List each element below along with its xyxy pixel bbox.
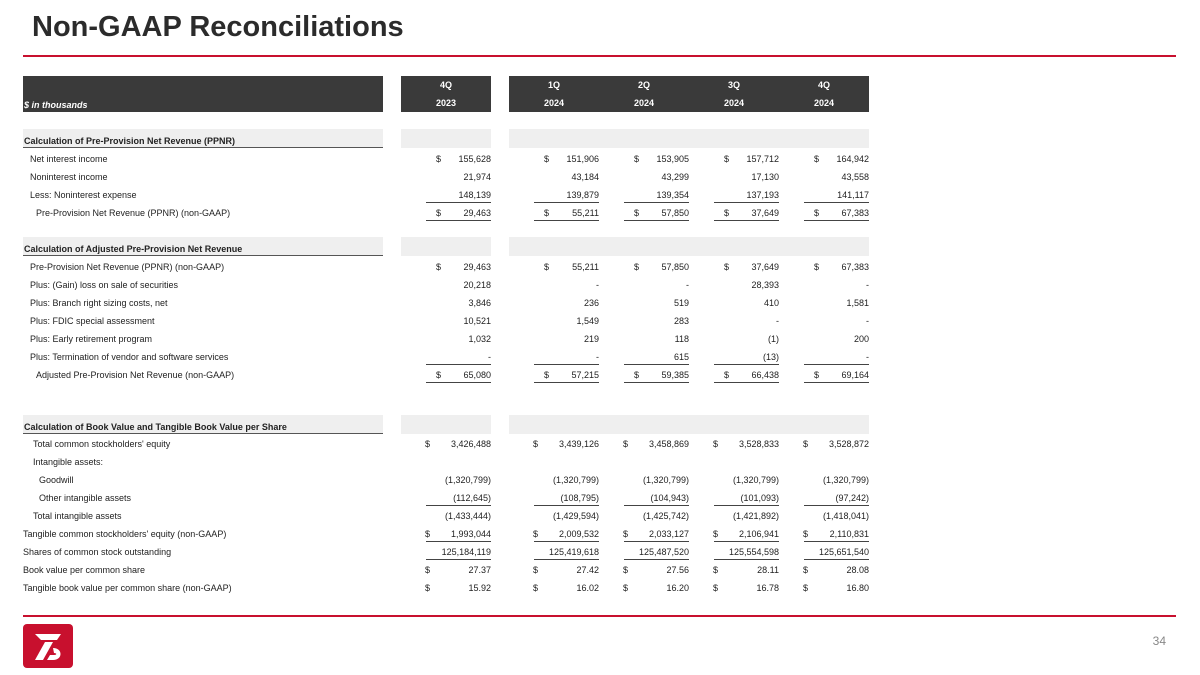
row-value: (1,320,799) — [444, 475, 491, 485]
row-value: 21,974 — [463, 172, 491, 182]
row-value: 125,651,540 — [818, 547, 869, 557]
row-value: - — [866, 316, 869, 326]
column-year: 2024 — [813, 98, 835, 108]
dollar-sign: $ — [425, 529, 431, 539]
row-value: 125,184,119 — [441, 547, 491, 557]
row-value: - — [776, 316, 779, 326]
value-underline — [804, 541, 869, 542]
row-label: Pre-Provision Net Revenue (PPNR) (non-GAAP) — [36, 208, 231, 218]
column-year: 2024 — [543, 98, 565, 108]
row-value: 69,164 — [841, 370, 869, 380]
dollar-sign: $ — [623, 583, 629, 593]
row-value: 137,193 — [746, 190, 779, 200]
row-value: (108,795) — [560, 493, 599, 503]
dollar-sign: $ — [623, 529, 629, 539]
row-value: 59,385 — [661, 370, 689, 380]
row-value: 519 — [673, 298, 689, 308]
row-value: - — [596, 352, 599, 362]
dollar-sign: $ — [634, 262, 640, 272]
dollar-sign: $ — [803, 439, 809, 449]
section-bar — [509, 129, 869, 148]
row-value: (1,320,799) — [552, 475, 599, 485]
value-underline — [426, 382, 491, 383]
row-value: 1,549 — [576, 316, 599, 326]
section-title: Calculation of Pre-Provision Net Revenue (PPNR) — [24, 136, 236, 146]
row-label: Noninterest income — [30, 172, 108, 182]
dollar-sign: $ — [724, 262, 730, 272]
row-label: Book value per common share — [23, 565, 146, 575]
row-value: - — [866, 352, 869, 362]
value-underline — [426, 559, 491, 560]
row-value: 66,438 — [751, 370, 779, 380]
dollar-sign: $ — [634, 154, 640, 164]
row-value: 57,850 — [661, 208, 689, 218]
dollar-sign: $ — [425, 439, 431, 449]
row-value: (101,093) — [740, 493, 779, 503]
section-bar — [401, 415, 491, 434]
value-underline — [426, 220, 491, 221]
dollar-sign: $ — [533, 439, 539, 449]
dollar-sign: $ — [533, 529, 539, 539]
row-value: 125,487,520 — [638, 547, 689, 557]
section-underline — [23, 433, 383, 434]
value-underline — [624, 202, 689, 203]
row-label: Less: Noninterest expense — [30, 190, 137, 200]
row-value: (1,425,742) — [642, 511, 689, 521]
dollar-sign: $ — [634, 208, 640, 218]
value-underline — [624, 364, 689, 365]
row-value: (1) — [768, 334, 779, 344]
value-underline — [534, 541, 599, 542]
section-underline — [23, 147, 383, 148]
dollar-sign: $ — [724, 208, 730, 218]
value-underline — [714, 220, 779, 221]
value-underline — [804, 559, 869, 560]
row-value: 139,879 — [566, 190, 599, 200]
dollar-sign: $ — [713, 439, 719, 449]
row-value: - — [488, 352, 491, 362]
row-value: (97,242) — [835, 493, 869, 503]
value-underline — [714, 202, 779, 203]
row-value: (13) — [762, 352, 779, 362]
row-value: 15.92 — [468, 583, 491, 593]
row-value: 155,628 — [458, 154, 491, 164]
row-value: 410 — [763, 298, 779, 308]
row-value: 236 — [583, 298, 599, 308]
dollar-sign: $ — [814, 370, 820, 380]
value-underline — [804, 202, 869, 203]
row-value: 27.56 — [666, 565, 689, 575]
row-value: 125,554,598 — [728, 547, 779, 557]
row-value: 10,521 — [463, 316, 491, 326]
value-underline — [714, 541, 779, 542]
row-value: (104,943) — [650, 493, 689, 503]
row-value: (1,320,799) — [822, 475, 869, 485]
value-underline — [804, 382, 869, 383]
row-value: (1,421,892) — [732, 511, 779, 521]
value-underline — [714, 505, 779, 506]
section-bar — [401, 237, 491, 256]
dollar-sign: $ — [623, 439, 629, 449]
page-number: 34 — [1152, 634, 1166, 648]
row-value: 125,419,618 — [548, 547, 599, 557]
row-label: Adjusted Pre-Provision Net Revenue (non-GAAP) — [36, 370, 235, 380]
row-label: Intangible assets: — [33, 457, 104, 467]
column-quarter: 3Q — [727, 80, 740, 90]
row-value: 28,393 — [751, 280, 779, 290]
dollar-sign: $ — [533, 565, 539, 575]
row-label: Total common stockholders' equity — [33, 439, 171, 449]
row-value: 164,942 — [836, 154, 869, 164]
row-value: 1,581 — [846, 298, 869, 308]
row-value: 2,110,831 — [829, 529, 869, 539]
row-value: 57,215 — [571, 370, 599, 380]
row-value: 43,558 — [841, 172, 869, 182]
row-value: 1,032 — [468, 334, 491, 344]
bottom-divider — [23, 615, 1176, 617]
value-underline — [624, 220, 689, 221]
row-value: 67,383 — [841, 262, 869, 272]
section-bar — [509, 237, 869, 256]
column-year: 2023 — [435, 98, 457, 108]
row-value: 219 — [583, 334, 599, 344]
value-underline — [534, 202, 599, 203]
dollar-sign: $ — [623, 565, 629, 575]
row-label: Total intangible assets — [33, 511, 122, 521]
row-value: - — [686, 280, 689, 290]
value-underline — [624, 382, 689, 383]
value-underline — [804, 505, 869, 506]
column-year: 2024 — [723, 98, 745, 108]
row-value: 16.20 — [666, 583, 689, 593]
value-underline — [714, 559, 779, 560]
dollar-sign: $ — [544, 370, 550, 380]
dollar-sign: $ — [634, 370, 640, 380]
row-value: 3,528,833 — [738, 439, 779, 449]
row-label: Other intangible assets — [39, 493, 132, 503]
row-label: Goodwill — [39, 475, 74, 485]
row-value: 17,130 — [751, 172, 779, 182]
row-value: 153,905 — [656, 154, 689, 164]
dollar-sign: $ — [425, 583, 431, 593]
section-bar — [509, 415, 869, 434]
value-underline — [624, 541, 689, 542]
dollar-sign: $ — [436, 208, 442, 218]
dollar-sign: $ — [436, 370, 442, 380]
dollar-sign: $ — [533, 583, 539, 593]
column-quarter: 4Q — [817, 80, 830, 90]
row-value: (112,645) — [453, 493, 491, 503]
row-value: 2,009,532 — [558, 529, 599, 539]
row-value: 16.78 — [756, 583, 779, 593]
row-value: 55,211 — [572, 262, 599, 272]
row-value: 28.11 — [757, 565, 779, 575]
row-value: - — [866, 280, 869, 290]
value-underline — [804, 364, 869, 365]
row-label: Pre-Provision Net Revenue (PPNR) (non-GAAP) — [30, 262, 225, 272]
dollar-sign: $ — [724, 370, 730, 380]
dollar-sign: $ — [814, 154, 820, 164]
value-underline — [534, 559, 599, 560]
row-value: 55,211 — [572, 208, 599, 218]
dollar-sign: $ — [713, 583, 719, 593]
row-value: 615 — [673, 352, 689, 362]
dollar-sign: $ — [803, 529, 809, 539]
column-year: 2024 — [633, 98, 655, 108]
row-value: 200 — [853, 334, 869, 344]
row-value: 29,463 — [463, 262, 491, 272]
value-underline — [426, 541, 491, 542]
value-underline — [426, 505, 491, 506]
value-underline — [426, 364, 491, 365]
dollar-sign: $ — [436, 262, 442, 272]
dollar-sign: $ — [724, 154, 730, 164]
row-value: 43,299 — [661, 172, 689, 182]
row-value: 43,184 — [571, 172, 599, 182]
unit-label: $ in thousands — [24, 100, 88, 110]
value-underline — [714, 364, 779, 365]
row-label: Plus: Early retirement program — [30, 334, 153, 344]
row-value: 3,426,488 — [450, 439, 491, 449]
row-label: Plus: FDIC special assessment — [30, 316, 155, 326]
row-value: 20,218 — [463, 280, 491, 290]
value-underline — [534, 220, 599, 221]
row-value: 2,106,941 — [738, 529, 779, 539]
section-underline — [23, 255, 383, 256]
row-value: 118 — [674, 334, 689, 344]
row-value: 57,850 — [661, 262, 689, 272]
dollar-sign: $ — [544, 208, 550, 218]
row-value: 67,383 — [841, 208, 869, 218]
row-label: Tangible common stockholders' equity (non-GAAP) — [23, 529, 227, 539]
row-value: 16.80 — [846, 583, 869, 593]
row-value: 37,649 — [751, 208, 779, 218]
row-value: 65,080 — [463, 370, 491, 380]
dollar-sign: $ — [544, 154, 550, 164]
row-label: Plus: (Gain) loss on sale of securities — [30, 280, 179, 290]
row-value: 27.42 — [576, 565, 599, 575]
column-quarter: 4Q — [439, 80, 452, 90]
row-value: 2,033,127 — [648, 529, 689, 539]
dollar-sign: $ — [713, 565, 719, 575]
row-value: 157,712 — [746, 154, 779, 164]
row-value: 3,528,872 — [828, 439, 869, 449]
row-value: (1,418,041) — [822, 511, 869, 521]
column-quarter: 1Q — [547, 80, 560, 90]
value-underline — [624, 505, 689, 506]
dollar-sign: $ — [814, 208, 820, 218]
row-value: 151,906 — [566, 154, 599, 164]
value-underline — [624, 559, 689, 560]
top-divider — [23, 55, 1176, 57]
dollar-sign: $ — [425, 565, 431, 575]
section-title: Calculation of Adjusted Pre-Provision Net Revenue — [24, 244, 243, 254]
row-value: 29,463 — [463, 208, 491, 218]
row-value: - — [596, 280, 599, 290]
row-value: 141,117 — [837, 190, 869, 200]
row-label: Plus: Termination of vendor and software services — [30, 352, 229, 362]
row-value: 283 — [673, 316, 689, 326]
dollar-sign: $ — [713, 529, 719, 539]
row-value: 37,649 — [751, 262, 779, 272]
row-label: Tangible book value per common share (non-GAAP) — [23, 583, 232, 593]
row-value: (1,320,799) — [642, 475, 689, 485]
row-value: (1,433,444) — [444, 511, 491, 521]
section-title: Calculation of Book Value and Tangible Book Value per Share — [24, 422, 287, 432]
value-underline — [534, 364, 599, 365]
dollar-sign: $ — [803, 583, 809, 593]
dollar-sign: $ — [436, 154, 442, 164]
value-underline — [804, 220, 869, 221]
row-value: (1,320,799) — [732, 475, 779, 485]
row-value: 27.37 — [468, 565, 491, 575]
row-value: 28.08 — [846, 565, 869, 575]
column-quarter: 2Q — [637, 80, 650, 90]
row-label: Plus: Branch right sizing costs, net — [30, 298, 168, 308]
company-logo — [23, 624, 73, 668]
row-value: 139,354 — [656, 190, 689, 200]
value-underline — [426, 202, 491, 203]
dollar-sign: $ — [803, 565, 809, 575]
section-bar — [401, 129, 491, 148]
value-underline — [534, 382, 599, 383]
page-title: Non-GAAP Reconciliations — [32, 11, 404, 43]
dollar-sign: $ — [544, 262, 550, 272]
row-value: 16.02 — [576, 583, 599, 593]
value-underline — [534, 505, 599, 506]
row-value: 1,993,044 — [450, 529, 491, 539]
row-value: (1,429,594) — [552, 511, 599, 521]
row-label: Net interest income — [30, 154, 108, 164]
dollar-sign: $ — [814, 262, 820, 272]
row-value: 3,458,869 — [648, 439, 689, 449]
value-underline — [714, 382, 779, 383]
row-label: Shares of common stock outstanding — [23, 547, 172, 557]
row-value: 148,139 — [458, 190, 491, 200]
row-value: 3,846 — [468, 298, 491, 308]
row-value: 3,439,126 — [558, 439, 599, 449]
